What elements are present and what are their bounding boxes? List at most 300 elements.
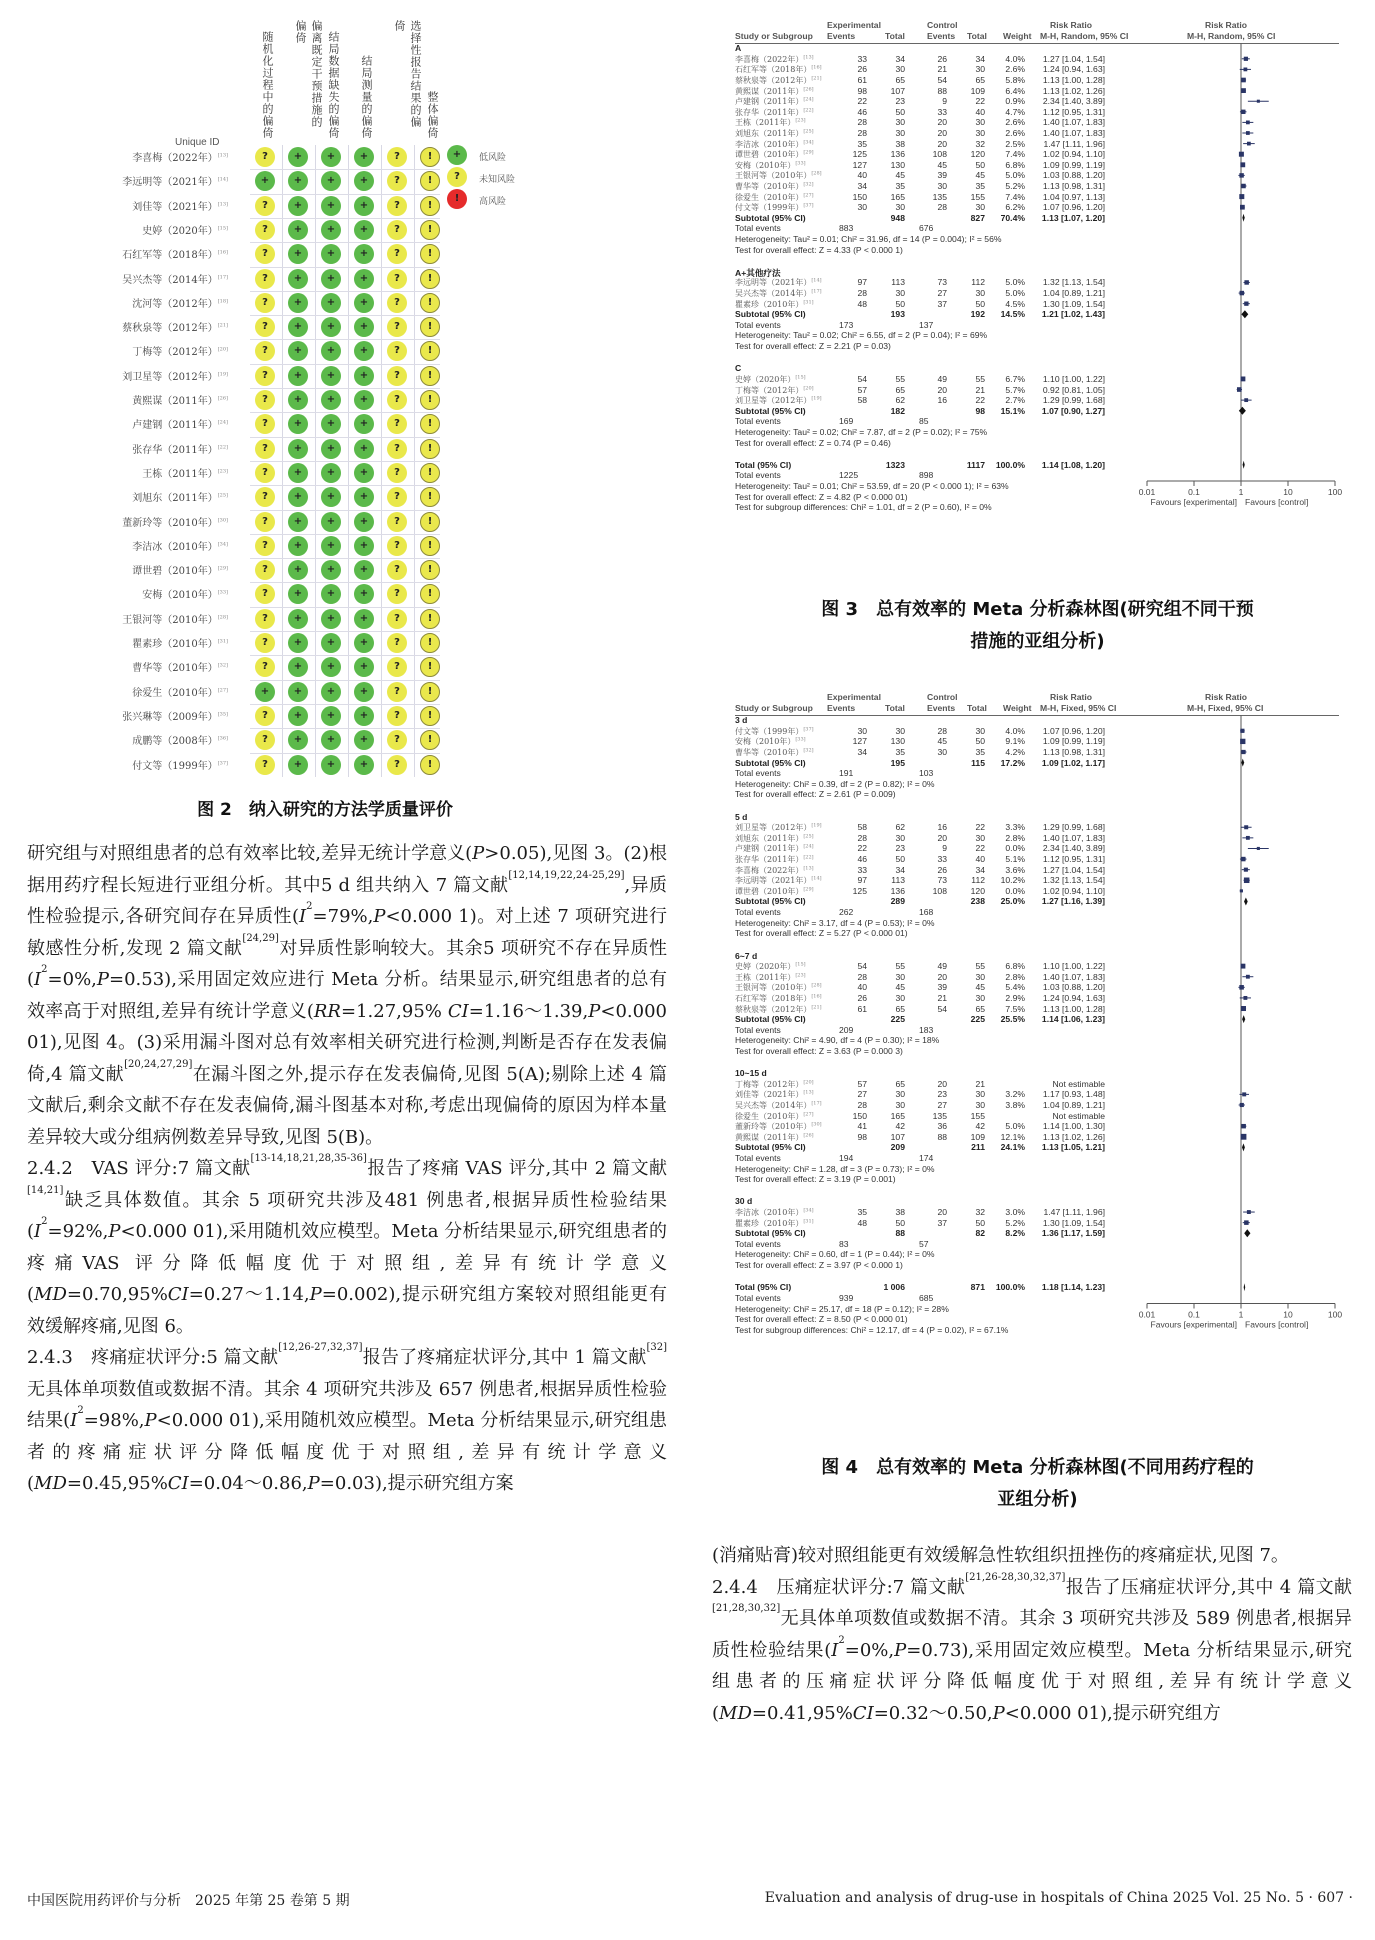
cell-w: 5.0%	[1005, 277, 1025, 288]
study-name: 曹华等（2010年）[32]	[735, 181, 814, 191]
cell-t1: 165	[890, 191, 905, 202]
low-risk-icon: +	[354, 536, 374, 556]
figure4-caption	[700, 1452, 1375, 1516]
cell-e2: 9	[942, 96, 947, 107]
low-risk-icon: +	[288, 196, 308, 216]
cell-t1: 113	[891, 277, 905, 288]
cell-t2: 30	[975, 992, 985, 1003]
study-name: 瞿素珍（2010年）[31]	[735, 1217, 814, 1228]
unknown-risk-icon: ?	[255, 244, 275, 264]
column-header: Study or Subgroup	[735, 30, 813, 41]
study-name: 刘卫星等（2012年）[19]	[735, 395, 822, 406]
total-events-exp: 1225	[839, 470, 859, 481]
body-text-left-column: 研究组与对照组患者的总有效率比较,差异无统计学意义(P>0.05),见图 3。(2)根据用药疗程长短进行亚组分析。其中5 d 组共纳入 7 篇文献[12,14,19,22,24-25,29],异质性检验提示,各研究间存在异质性($I^2=79\%,P<0.000$ 1)。对上述 7 项研究进行敏感性分析,发现 2 篇文献[24,29]对异质性影响较大。其余5 项研究不存在异质性$(I^2=0\%,P=0.53)$,采用固定效应进行 Meta 分析。结果显示,研究组患者的总有效率高于对照组,差异有统计学意义(RR=1.27,95% CI=1.16～1.39,P<0.000 01),见图 4。(3)采用漏斗图对总有效率相关研究进行检测,判断是否存在发表偏倚,4 篇文献[20,24,27,29]在漏斗图之外,提示存在发表偏倚,见图 5(A);剔除上述 4 篇文献后,剩余文献不存在发表偏倚,漏斗图基本对称,考虑出现偏倚的原因为样本量差异较大或分组病例数差异导致,见图 5(B)。 2.4.2 VAS 评分:7 篇文献[13-14,18,21,28,35-36]报告了疼痛 VAS 评分,其中 2 篇文献[14,21]缺乏具体数值。其余 5 项研究共涉及481 例患者,根据异质性检验结果($I^2=92\%,P<0.000$ 01),采用随机效应模型。Meta 分析结果显示,研究组患者的疼痛VAS 评分降低幅度优于对照组,差异有统计学意义(MD=0.70,95%CI=0.27～1.14,P=0.002),提示研究组方案较对照组能更有效缓解疼痛,见图 6。 2.4.3 疼痛症状评分:5 篇文献[12,26-27,32,37]报告了疼痛症状评分,其中 1 篇文献[32]无具体单项数值或数据不清。其余 4 项研究共涉及 657 例患者,根据异质性检验结果($I^2=98\%,P<0.000$ 01),采用随机效应模型。Meta 分析结果显示,研究组患者的疼痛症状评分降低幅度优于对照组,差异有统计学意义(MD=0.45,95%CI=0.04～0.86,P=0.03),提示研究组方案	[27, 843, 668, 1494]
low-risk-icon: +	[321, 317, 341, 337]
cell-e1: 22	[857, 96, 867, 107]
cell-t1: 30	[895, 202, 905, 213]
study-row	[110, 558, 450, 582]
overall-risk-icon: !	[420, 755, 440, 775]
cell-w: 2.6%	[1005, 128, 1025, 138]
cell-t1: 38	[895, 138, 905, 149]
low-risk-icon: +	[354, 171, 374, 191]
cell-w: 3.2%	[1005, 1089, 1025, 1100]
cell-t2: 115	[971, 757, 985, 768]
point-estimate-square	[1247, 142, 1251, 146]
cell-t1: 107	[890, 1131, 905, 1142]
column-header: M-H, Fixed, 95% CI	[1187, 702, 1264, 713]
total-events-exp: 173	[839, 319, 854, 330]
legend-label: 未知风险	[479, 175, 516, 185]
domain-header: 结局数据缺失的偏倚	[327, 31, 340, 139]
reference-marker: [14]	[811, 277, 822, 284]
low-risk-icon: +	[288, 147, 308, 167]
cell-t2: 120	[970, 149, 985, 160]
forest-plot-figure3	[735, 20, 1355, 580]
cell-w: 7.5%	[1005, 1003, 1025, 1014]
cell-effect: 1.12 [0.95, 1.31]	[1042, 854, 1105, 865]
low-risk-icon: +	[288, 536, 308, 556]
domain-header: 结局测量的偏倚	[360, 55, 373, 139]
x-tick-label: 0.1	[1188, 486, 1200, 497]
study-label: 董新玲等（2010年）[30]	[122, 517, 228, 529]
low-risk-icon: +	[354, 706, 374, 726]
low-risk-icon: +	[288, 341, 308, 361]
total-events-ctrl: 183	[919, 1024, 934, 1035]
low-risk-icon: +	[321, 706, 341, 726]
column-header: Total	[885, 30, 905, 41]
study-label: 曹华等（2010年）[32]	[132, 662, 228, 675]
unknown-risk-icon: ?	[387, 341, 407, 361]
cell-e1: 41	[857, 1121, 867, 1132]
study-row	[110, 412, 450, 436]
study-name: Total (95% CI)	[735, 459, 792, 470]
study-name: 王银河等（2010年）[28]	[735, 982, 822, 993]
overall-risk-icon: !	[420, 220, 440, 240]
cell-t2: 55	[975, 961, 985, 972]
unknown-risk-icon: ?	[255, 633, 275, 653]
cell-t1: 50	[895, 1217, 905, 1228]
study-label: 付文等（1999年）[37]	[132, 760, 228, 772]
column-header: Events	[927, 702, 956, 713]
cell-t2: 42	[975, 1121, 985, 1132]
study-name: 蔡秋泉等（2012年）[21]	[735, 75, 822, 85]
point-estimate-square	[1244, 398, 1248, 402]
point-estimate-square	[1241, 750, 1245, 754]
reference-marker: [17]	[811, 288, 822, 295]
study-name: 张存华（2011年）[22]	[735, 107, 814, 117]
reference-marker: [29]	[803, 886, 814, 893]
unknown-risk-icon: ?	[387, 293, 407, 313]
cell-effect: 1.40 [1.07, 1.83]	[1042, 128, 1105, 138]
study-label: 徐爱生（2010年）[27]	[132, 687, 228, 699]
favours-experimental-label: Favours [experimental]	[1150, 496, 1237, 507]
cell-t2: 35	[975, 747, 985, 757]
legend-label: 低风险	[479, 153, 507, 163]
low-risk-icon: +	[321, 196, 341, 216]
study-name: 史婷（2020年）[15]	[735, 961, 806, 972]
point-estimate-square	[1240, 739, 1245, 744]
heterogeneity-text: Heterogeneity: Chi² = 25.17, df = 18 (P = 0.12); I² = 28%	[735, 1303, 949, 1314]
point-estimate-square	[1243, 996, 1247, 1000]
low-risk-icon: +	[321, 147, 341, 167]
cell-e1: 58	[857, 822, 867, 833]
study-name: 刘旭东（2011年）[25]	[735, 128, 814, 138]
study-row	[110, 437, 450, 461]
cell-e1: 127	[852, 159, 867, 170]
header-group: Control	[927, 692, 958, 702]
forest-plot-figure4	[735, 692, 1355, 1432]
cell-w: 7.4%	[1005, 191, 1025, 202]
low-risk-icon: +	[288, 244, 308, 264]
total-events-label: Total events	[735, 416, 781, 427]
reference-marker: [21]	[811, 1003, 822, 1010]
study-name: Subtotal (95% CI)	[735, 1228, 806, 1239]
study-label: 瞿素珍（2010年）[31]	[132, 638, 228, 650]
reference-marker: [34]	[217, 541, 228, 548]
cell-e2: 73	[937, 277, 947, 288]
cell-w: 4.0%	[1005, 53, 1025, 64]
cell-w: 17.2%	[1000, 757, 1025, 768]
cell-effect: 1.27 [1.04, 1.54]	[1042, 864, 1105, 875]
cell-effect: 1.04 [0.89, 1.21]	[1042, 1099, 1105, 1110]
reference-marker: [37]	[803, 726, 814, 733]
overall-risk-icon: !	[420, 560, 440, 580]
point-estimate-square	[1241, 78, 1246, 83]
unknown-risk-icon: ?	[255, 463, 275, 483]
low-risk-icon: +	[354, 317, 374, 337]
low-risk-icon: +	[321, 414, 341, 434]
overall-risk-icon: !	[420, 463, 440, 483]
domain-header: 整体偏倚	[426, 91, 439, 139]
low-risk-icon: +	[354, 390, 374, 410]
cell-e1: 57	[857, 384, 867, 395]
cell-t1: 65	[895, 75, 905, 85]
cell-w: 5.7%	[1005, 384, 1025, 395]
low-risk-icon: +	[288, 512, 308, 532]
study-row	[110, 364, 450, 388]
cell-t1: 65	[895, 1003, 905, 1014]
cell-e1: 58	[857, 395, 867, 406]
cell-e1: 22	[857, 843, 867, 854]
cell-e2: 21	[937, 64, 947, 75]
study-name: 黄熙谋（2011年）[26]	[735, 85, 814, 96]
reference-marker: [25]	[803, 833, 814, 840]
low-risk-icon: +	[321, 390, 341, 410]
total-events-label: Total events	[735, 319, 781, 330]
cell-w: 6.4%	[1005, 85, 1025, 96]
point-estimate-square	[1246, 121, 1250, 125]
cell-e2: 20	[937, 138, 947, 149]
low-risk-icon: +	[288, 706, 308, 726]
cell-effect: 1.40 [1.07, 1.83]	[1042, 971, 1105, 982]
study-row	[110, 169, 450, 193]
cell-t2: 50	[975, 1217, 985, 1228]
risk-of-bias-figure	[110, 20, 540, 800]
cell-t1: 165	[890, 1110, 905, 1121]
study-name: 李洁冰（2010年）[34]	[735, 138, 814, 149]
journal-footer-english: Evaluation and analysis of drug-use in hospitals of China 2025 Vol. 25 No. 5 · 607 ·	[764, 1890, 1353, 1906]
cell-t2: 238	[970, 896, 985, 907]
overall-risk-icon: !	[420, 293, 440, 313]
cell-w: 4.7%	[1005, 106, 1025, 117]
cell-t1: 30	[895, 832, 905, 843]
cell-e2: 20	[937, 117, 947, 128]
study-label: 李喜梅（2022年）[13]	[132, 152, 228, 164]
total-events-ctrl: 685	[919, 1292, 934, 1303]
cell-effect: 1.40 [1.07, 1.83]	[1042, 832, 1105, 843]
point-estimate-square	[1241, 964, 1246, 969]
study-row	[110, 607, 450, 631]
overall-risk-icon: !	[420, 609, 440, 629]
cell-w: 5.0%	[1005, 170, 1025, 181]
study-label: 张兴琳等（2009年）[35]	[122, 711, 228, 723]
column-header: Total	[967, 30, 987, 41]
reference-marker: [24]	[803, 843, 814, 850]
cell-e2: 37	[937, 298, 947, 309]
x-tick-label: 1	[1238, 486, 1244, 497]
point-estimate-square	[1240, 205, 1245, 210]
cell-e2: 45	[937, 159, 947, 170]
low-risk-icon: +	[321, 512, 341, 532]
heterogeneity-text: Heterogeneity: Tau² = 0.02; Chi² = 6.55, df = 2 (P = 0.04); I² = 69%	[735, 330, 988, 341]
reference-marker: [24]	[217, 419, 228, 426]
cell-e2: 39	[937, 170, 947, 181]
cell-w: 2.7%	[1005, 395, 1025, 406]
cell-t1: 45	[895, 982, 905, 993]
cell-effect: 1.47 [1.11, 1.96]	[1043, 138, 1105, 149]
cell-e1: 54	[857, 961, 867, 972]
study-name: 付文等（1999年）[37]	[735, 202, 814, 213]
heterogeneity-text: Heterogeneity: Chi² = 0.39, df = 2 (P = 0.82); I² = 0%	[735, 778, 935, 789]
cell-t1: 62	[895, 822, 905, 833]
overall-effect-text: Test for overall effect: Z = 4.33 (P < 0.000 1)	[735, 244, 903, 255]
low-risk-icon: +	[321, 609, 341, 629]
cell-t1: 225	[890, 1014, 905, 1025]
low-risk-icon: +	[288, 560, 308, 580]
study-name: 李远明等（2021年）[14]	[735, 277, 822, 288]
cell-w: 3.0%	[1005, 1207, 1025, 1218]
cell-t1: 107	[890, 85, 905, 96]
low-risk-icon: +	[255, 682, 275, 702]
overall-effect-text: Test for overall effect: Z = 2.21 (P = 0.03)	[735, 341, 891, 352]
point-estimate-square	[1242, 1092, 1246, 1096]
reference-marker: [32]	[217, 662, 228, 669]
cell-t2: 112	[971, 875, 985, 886]
cell-effect: 0.92 [0.81, 1.05]	[1042, 384, 1105, 395]
unknown-risk-icon: ?	[387, 147, 407, 167]
reference-marker: [15]	[217, 225, 228, 232]
reference-marker: [29]	[803, 149, 814, 156]
study-row	[110, 315, 450, 339]
low-risk-icon: +	[321, 244, 341, 264]
reference-marker: [37]	[803, 202, 814, 209]
cell-e1: 150	[852, 191, 867, 202]
total-events-label: Total events	[735, 1024, 781, 1035]
low-risk-icon: +	[321, 293, 341, 313]
reference-marker: [35]	[217, 711, 228, 718]
cell-t2: 192	[970, 309, 985, 320]
cell-effect: 2.34 [1.40, 3.89]	[1042, 96, 1105, 107]
reference-marker: [16]	[811, 993, 822, 1000]
study-name: 李喜梅（2022年）[13]	[735, 54, 814, 64]
reference-marker: [23]	[795, 972, 806, 979]
cell-t2: 34	[975, 53, 985, 64]
cell-t2: 22	[975, 395, 985, 406]
cell-w: 5.0%	[1005, 288, 1025, 299]
cell-w: 0.0%	[1005, 885, 1025, 896]
low-risk-icon: +	[288, 171, 308, 191]
cell-e1: 98	[857, 85, 867, 96]
cell-w: 10.2%	[1000, 875, 1025, 886]
cell-e2: 16	[937, 822, 947, 833]
figure3-caption-line2: 措施的亚组分析)	[970, 631, 1105, 652]
study-row	[110, 339, 450, 363]
cell-t1: 209	[890, 1142, 905, 1153]
cell-e1: 30	[857, 202, 867, 213]
cell-t1: 23	[895, 96, 905, 107]
low-risk-icon: +	[321, 487, 341, 507]
cell-e2: 49	[937, 961, 947, 972]
point-estimate-square	[1240, 889, 1243, 892]
study-label: 史婷（2020年）[15]	[142, 225, 228, 237]
cell-t1: 35	[895, 181, 905, 191]
cell-e1: 28	[857, 117, 867, 128]
study-name: 安梅（2010年）[33]	[735, 736, 806, 747]
cell-e2: 20	[937, 832, 947, 843]
cell-e2: 88	[937, 1131, 947, 1142]
total-events-ctrl: 676	[919, 223, 934, 234]
cell-e1: 150	[852, 1110, 867, 1121]
reference-marker: [23]	[217, 468, 228, 475]
point-estimate-square	[1244, 280, 1248, 284]
cell-effect: 1.21 [1.02, 1.43]	[1041, 309, 1105, 320]
cell-t2: 22	[975, 96, 985, 107]
study-row	[110, 218, 450, 242]
total-events-label: Total events	[735, 223, 781, 234]
unknown-risk-icon: ?	[255, 706, 275, 726]
cell-w: 8.2%	[1005, 1228, 1025, 1239]
subgroup-heading: 30 d	[735, 1196, 753, 1207]
low-risk-icon: +	[288, 317, 308, 337]
x-tick-label: 100	[1327, 1309, 1343, 1320]
cell-w: 0.0%	[1005, 843, 1025, 854]
reference-marker: [19]	[811, 822, 822, 829]
study-row	[110, 534, 450, 558]
low-risk-icon: +	[288, 633, 308, 653]
overall-risk-icon: !	[420, 414, 440, 434]
cell-e2: 54	[937, 75, 947, 85]
low-risk-icon: +	[354, 512, 374, 532]
low-risk-icon: +	[354, 463, 374, 483]
point-estimate-square	[1241, 184, 1246, 189]
cell-e1: 57	[857, 1078, 867, 1089]
point-estimate-square	[1257, 100, 1260, 103]
total-events-ctrl: 85	[919, 416, 929, 427]
cell-e2: 36	[937, 1121, 947, 1132]
low-risk-icon: +	[288, 730, 308, 750]
cell-t2: 30	[975, 64, 985, 75]
cell-effect: 1.17 [0.93, 1.48]	[1042, 1089, 1105, 1100]
study-name: 刘旭东（2011年）[25]	[735, 833, 814, 843]
cell-t2: 30	[975, 725, 985, 736]
reference-marker: [33]	[795, 736, 806, 743]
cell-effect: 1.04 [0.97, 1.13]	[1042, 191, 1105, 202]
cell-e1: 61	[857, 75, 867, 85]
study-name: Subtotal (95% CI)	[735, 405, 806, 416]
study-label: 蔡秋泉等（2012年）[21]	[122, 322, 228, 335]
low-risk-icon: +	[321, 171, 341, 191]
cell-e2: 135	[932, 191, 947, 202]
cell-t2: 112	[971, 277, 985, 288]
study-name: 李洁冰（2010年）[34]	[735, 1207, 814, 1218]
low-risk-icon: +	[321, 755, 341, 775]
figure2-caption: 图 2 纳入研究的方法学质量评价	[197, 800, 453, 820]
cell-w: 2.6%	[1005, 117, 1025, 128]
cell-e2: 108	[932, 149, 947, 160]
cell-t2: 82	[975, 1228, 985, 1239]
heterogeneity-text: Heterogeneity: Tau² = 0.01; Chi² = 53.59, df = 20 (P < 0.000 1); I² = 63%	[735, 480, 1009, 491]
study-row	[110, 267, 450, 291]
point-estimate-square	[1257, 847, 1260, 850]
cell-effect: 1.14 [1.06, 1.23]	[1041, 1014, 1105, 1025]
cell-effect: 1.13 [0.98, 1.31]	[1042, 747, 1105, 757]
subgroup-heading: 6~7 d	[735, 950, 758, 961]
reference-marker: [37]	[217, 760, 228, 767]
cell-e1: 48	[857, 298, 867, 309]
figure3-caption-line1: 图 3 总有效率的 Meta 分析森林图(研究组不同干预	[821, 599, 1254, 620]
unknown-risk-icon: ?	[255, 317, 275, 337]
reference-marker: [17]	[217, 274, 228, 281]
reference-marker: [27]	[803, 1110, 814, 1117]
unknown-risk-icon: ?	[387, 366, 407, 386]
low-risk-icon: +	[288, 463, 308, 483]
header-group: Control	[927, 20, 958, 30]
overall-effect-text: Test for overall effect: Z = 3.97 (P < 0.000 1)	[735, 1260, 903, 1271]
overall-risk-icon: !	[420, 730, 440, 750]
cell-effect: 1.07 [0.90, 1.27]	[1041, 405, 1105, 416]
cell-w: 2.9%	[1005, 992, 1025, 1003]
cell-effect: 1.27 [1.04, 1.54]	[1042, 53, 1105, 64]
study-label: 丁梅等（2012年）[20]	[132, 347, 228, 359]
cell-w: 6.8%	[1005, 159, 1025, 170]
study-name: 瞿素珍（2010年）[31]	[735, 299, 814, 309]
reference-marker: [17]	[811, 1100, 822, 1107]
pooled-diamond	[1241, 759, 1244, 767]
point-estimate-square	[1244, 868, 1248, 872]
study-name: 王银河等（2010年）[28]	[735, 170, 822, 181]
cell-e1: 28	[857, 128, 867, 138]
cell-t1: 30	[895, 117, 905, 128]
x-tick-label: 0.01	[1138, 486, 1156, 497]
unknown-risk-icon: ?	[387, 414, 407, 434]
cell-t1: 1323	[885, 459, 905, 470]
study-name: 史婷（2020年）[15]	[735, 374, 806, 384]
overall-risk-icon: !	[420, 269, 440, 289]
unknown-risk-icon: ?	[255, 366, 275, 386]
total-events-exp: 262	[839, 907, 854, 918]
unknown-risk-icon: ?	[387, 633, 407, 653]
total-events-label: Total events	[735, 470, 781, 481]
cell-t2: 30	[975, 202, 985, 213]
cell-e1: 35	[857, 138, 867, 149]
cell-w: 4.2%	[1005, 747, 1025, 757]
point-estimate-square	[1241, 857, 1245, 861]
cell-effect: 1.09 [1.02, 1.17]	[1041, 757, 1105, 768]
unknown-risk-icon: ?	[387, 244, 407, 264]
legend-unknown-risk-icon: ?	[447, 167, 467, 187]
cell-t2: 155	[970, 1110, 985, 1121]
cell-w: 6.8%	[1005, 961, 1025, 972]
